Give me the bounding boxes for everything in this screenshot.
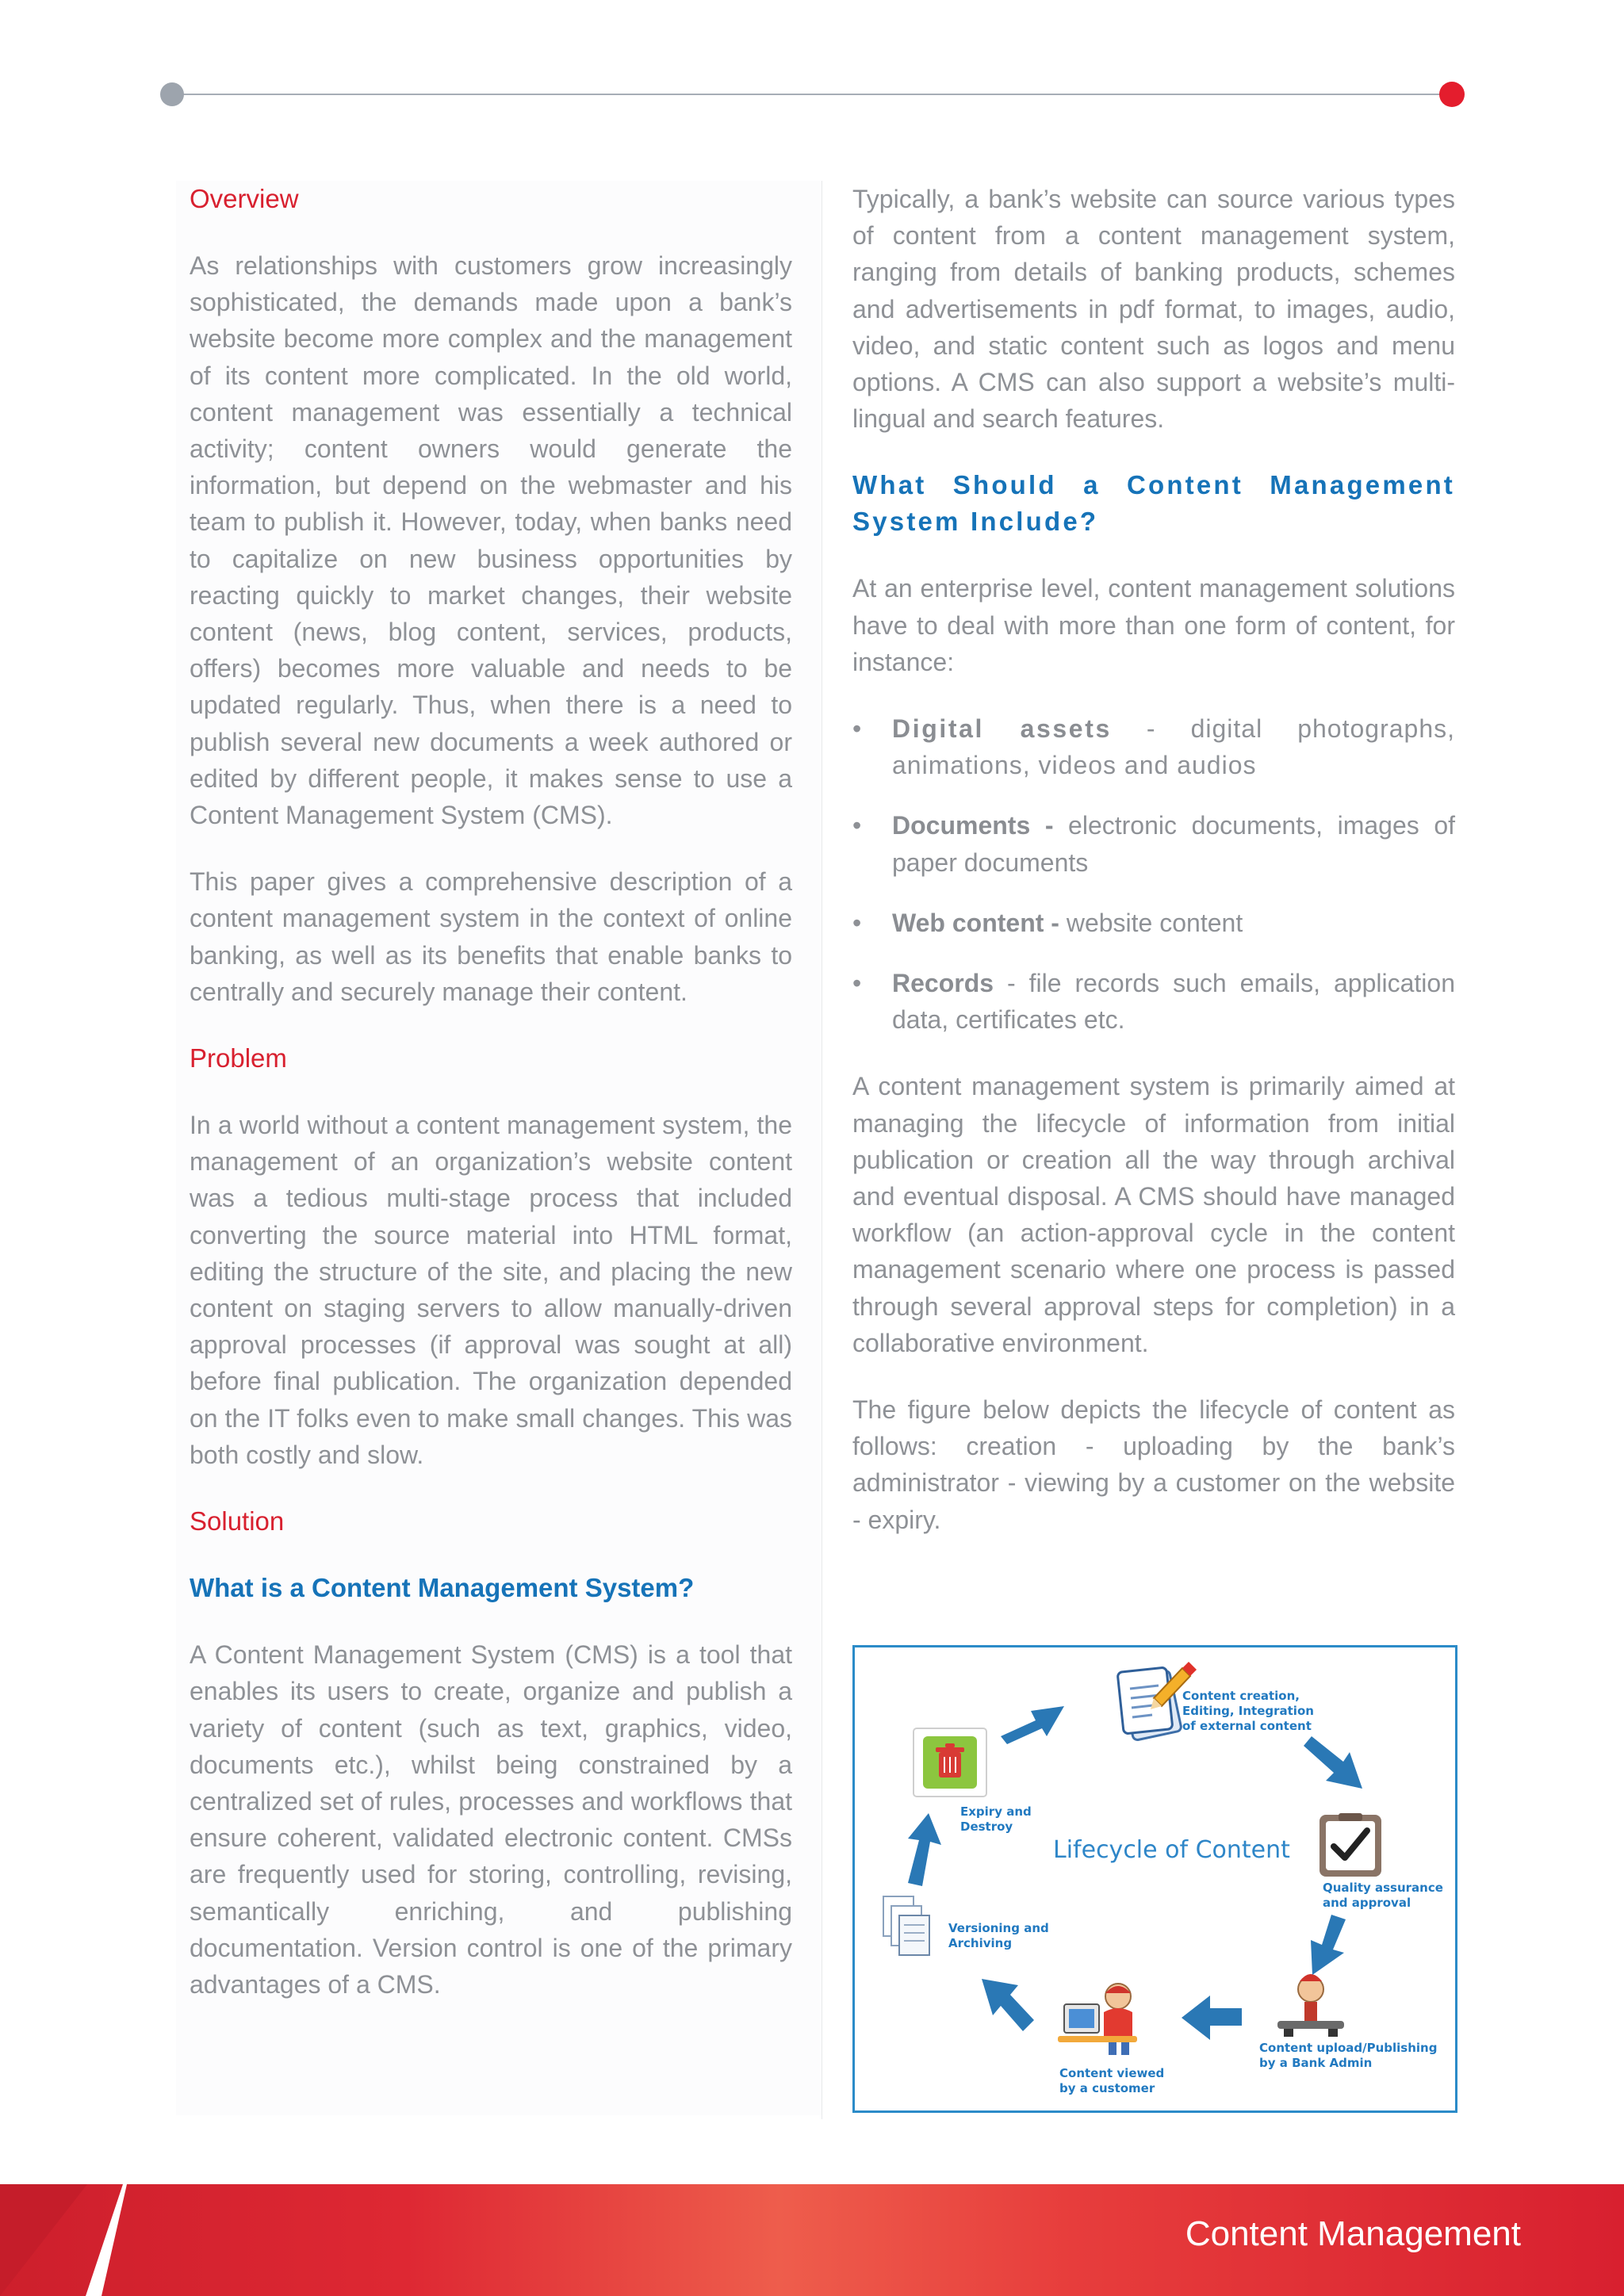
arrow-up-icon [898,1810,954,1889]
cms-include-heading: What Should a Content Management System Include? [852,470,1455,537]
problem-paragraph: In a world without a content management system, the management of an organization’s website content was a tedious multi-stage process that included converting the source material into HTML format, editing the structure of the site, and placing the new content on staging servers to allow manually-driven approval processes (if approval was sought at all) before final publication. The organization depended on the IT folks even to make small changes. This was both costly and slow. [190,1111,792,1469]
list-item-term: Digital assets [892,714,1112,744]
solution-paragraph: A Content Management System (CMS) is a tool that enables its users to create, organize and publish a variety of content (such as text, graphics, video, documents etc.), whilst being constrained by a centralized set of rules, processes and workflows that ensure coherent, validated electronic content. CMSs are frequently used for storing, controlling, revising, semantically enriching, and publishing documentation. Version control is one of the primary advantages of a CMS. [190,1640,792,1999]
list-item-term: Documents - [892,811,1054,840]
list-item-text: website content [1059,908,1243,937]
checkmark-icon [1315,1810,1386,1881]
expiry-label: Expiry and Destroy [960,1804,1032,1834]
bullet-icon: • [852,811,862,840]
list-item-text: electronic documents, images of paper documents [892,811,1456,877]
list-item-term: Web content - [892,908,1059,937]
problem-heading: Problem [190,1043,287,1073]
arrow-right-up-icon [998,1695,1069,1751]
top-rule-dot-right [1439,82,1465,107]
arrow-up-left-icon [974,1973,1037,2036]
footer-title: Content Management [1185,2214,1521,2253]
list-item-text: - digital photographs, animations, videos and audios [892,714,1456,780]
footer-wedge-decoration [0,2184,143,2296]
quality-label: Quality assurance and approval [1323,1881,1443,1910]
overview-paragraph-1: As relationships with customers grow increasingly sophisticated, the demands made upon a bank’s website become more complex and the management of its content more complicated. In the old world, content management was essentially a technical activity; content owners would generate the information, but depend on the webmaster and his team to publish it. However, today, when banks need to capitalize on new business opportunities by reacting quickly to market changes, their website content (news, blog content, services, products, offers) becomes more valuable and needs to be updated regularly. Thus, when there is a need to publish several new documents a week authored or edited by different people, it makes sense to use a Content Management System (CMS). [190,251,792,830]
stacked-documents-icon [879,1893,942,1965]
list-item [852,965,1455,1038]
bullet-icon: • [852,908,862,937]
list-item [852,905,1455,941]
lifecycle-figure [852,1645,1457,2113]
arrow-right-down-icon [1299,1733,1370,1797]
overview-paragraph-2: This paper gives a comprehensive description of a content management system in the context of online banking, as well as its benefits that enable banks to centrally and securely manage their content. [190,867,792,1006]
overview-heading: Overview [190,184,299,213]
lifecycle-paragraph: A content management system is primarily aimed at managing the lifecycle of information from initial publication or creation all the way through archival and eventual disposal. A CMS should have managed workflow (an action-approval cycle in the content management scenario where one process is passed through several approval steps for completion) in a collaborative environment. [852,1072,1455,1357]
enterprise-paragraph: At an enterprise level, content management solutions have to deal with more than one form of content, for instance: [852,574,1455,676]
customer-computer-icon [1053,1980,1144,2060]
arrow-down-icon [1303,1911,1358,1979]
list-item [852,710,1455,783]
content-forms-list [852,710,1455,1038]
bank-admin-icon [1263,1969,1358,2044]
bullet-icon: • [852,969,862,998]
typical-content-paragraph: Typically, a bank’s website can source various types of content from a content management system, ranging from details of banking products, schemes and advertisements in pdf format, to images, audio, video, and static content such as logos and menu options. A CMS can also support a website’s multi-lingual and search features. [852,185,1455,434]
what-is-cms-heading: What is a Content Management System? [190,1573,695,1603]
solution-heading: Solution [190,1506,285,1536]
list-item-text: - file records such emails, application data, certificates etc. [892,969,1455,1035]
list-item [852,807,1455,880]
top-rule [171,94,1452,95]
upload-label: Content upload/Publishing by a Bank Admin [1259,2041,1438,2070]
footer-bar [0,2184,1624,2296]
bullet-icon: • [852,714,862,744]
list-item-term: Records [892,969,994,998]
figure-intro-paragraph: The figure below depicts the lifecycle of content as follows: creation - uploading by the bank’s administrator - viewing by a customer on the website - expiry. [852,1395,1455,1534]
arrow-left-icon [1178,1992,1246,2048]
left-column [190,181,792,2033]
versioning-label: Versioning and Archiving [948,1921,1049,1950]
creation-label: Content creation, Editing, Integration of external content [1182,1689,1314,1733]
viewed-label: Content viewed by a customer [1059,2066,1165,2095]
top-rule-dot-left [160,82,184,106]
figure-title: Lifecycle of Content [1053,1836,1290,1864]
trash-icon [910,1725,990,1800]
right-column [852,181,1455,1568]
